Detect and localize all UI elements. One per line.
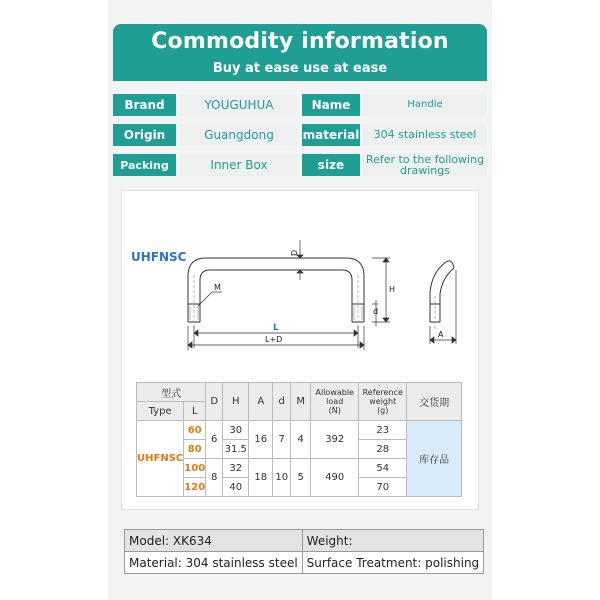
a-cell: 16 xyxy=(249,421,273,459)
th-weight-line1: Reference xyxy=(362,388,403,397)
drawing-model-label: UHFNSC xyxy=(131,250,187,264)
m-cell: 5 xyxy=(291,459,311,497)
size-value: Refer to the following drawings xyxy=(363,154,487,176)
th-a: A xyxy=(249,383,273,421)
material-label: material xyxy=(302,124,360,146)
l-cell: 100 xyxy=(184,459,206,478)
dim-h: H xyxy=(389,285,396,294)
th-m: M xyxy=(291,383,311,421)
packing-label: Packing xyxy=(113,154,176,176)
h-cell: 30 xyxy=(223,421,249,440)
header-subtitle: Buy at ease use at ease xyxy=(212,61,388,76)
weight-cell: 54 xyxy=(359,459,407,478)
spec-header-row-1 xyxy=(137,383,462,402)
th-load xyxy=(311,383,359,421)
spec-table xyxy=(136,382,462,497)
model-cell: UHFNSC xyxy=(137,421,184,497)
delivery-cell: 库存品 xyxy=(407,421,462,497)
weight-cell: 23 xyxy=(359,421,407,440)
brand-value: YOUGUHUA xyxy=(180,94,298,116)
h-cell: 40 xyxy=(223,478,249,497)
th-delivery: 交货期 xyxy=(407,383,462,421)
th-d: D xyxy=(206,383,223,421)
l-cell: 80 xyxy=(184,440,206,459)
size-label: size xyxy=(302,154,360,176)
packing-value: Inner Box xyxy=(180,154,298,176)
summary-row xyxy=(125,552,484,574)
model-text: Model: XK634 xyxy=(125,530,303,552)
m-cell: 4 xyxy=(291,421,311,459)
l-cell: 120 xyxy=(184,478,206,497)
product-summary-table xyxy=(124,529,484,574)
origin-value: Guangdong xyxy=(180,124,298,146)
dim-l: L xyxy=(273,323,279,333)
material-text: Material: 304 stainless steel xyxy=(125,552,303,574)
th-load-line2: load xyxy=(326,397,344,406)
small-d-cell: 7 xyxy=(273,421,291,459)
th-load-line1: Allowable xyxy=(315,388,354,397)
th-h: H xyxy=(223,383,249,421)
th-type-cn: 型式 xyxy=(137,383,206,402)
dim-l-plus-d: L+D xyxy=(265,335,283,344)
brand-label: Brand xyxy=(113,94,176,116)
name-label: Name xyxy=(302,94,360,116)
th-type: Type xyxy=(137,402,184,421)
h-cell: 31.5 xyxy=(223,440,249,459)
th-l: L xyxy=(184,402,206,421)
d-cell: 6 xyxy=(206,421,223,459)
dim-a: A xyxy=(438,330,444,339)
dim-d-top: D xyxy=(290,249,299,256)
h-cell: 32 xyxy=(223,459,249,478)
surface-text: Surface Treatment: polishing xyxy=(302,552,484,574)
summary-row xyxy=(125,530,484,552)
name-value: Handle xyxy=(363,94,487,116)
th-weight xyxy=(359,383,407,421)
d-cell: 8 xyxy=(206,459,223,497)
th-weight-line2: weight xyxy=(369,397,397,406)
load-cell: 490 xyxy=(311,459,359,497)
th-small-d: d xyxy=(273,383,291,421)
dim-small-d: d xyxy=(373,307,379,316)
weight-text: Weight: xyxy=(302,530,484,552)
weight-cell: 28 xyxy=(359,440,407,459)
th-load-line3: (N) xyxy=(328,406,341,415)
origin-label: Origin xyxy=(113,124,176,146)
load-cell: 392 xyxy=(311,421,359,459)
small-d-cell: 10 xyxy=(273,459,291,497)
a-cell: 18 xyxy=(249,459,273,497)
dim-m: M xyxy=(214,283,221,292)
l-cell: 60 xyxy=(184,421,206,440)
material-value: 304 stainless steel xyxy=(363,124,487,146)
th-weight-line3: (g) xyxy=(377,406,389,415)
table-row xyxy=(137,421,462,440)
weight-cell: 70 xyxy=(359,478,407,497)
header-title: Commodity information xyxy=(151,29,449,54)
